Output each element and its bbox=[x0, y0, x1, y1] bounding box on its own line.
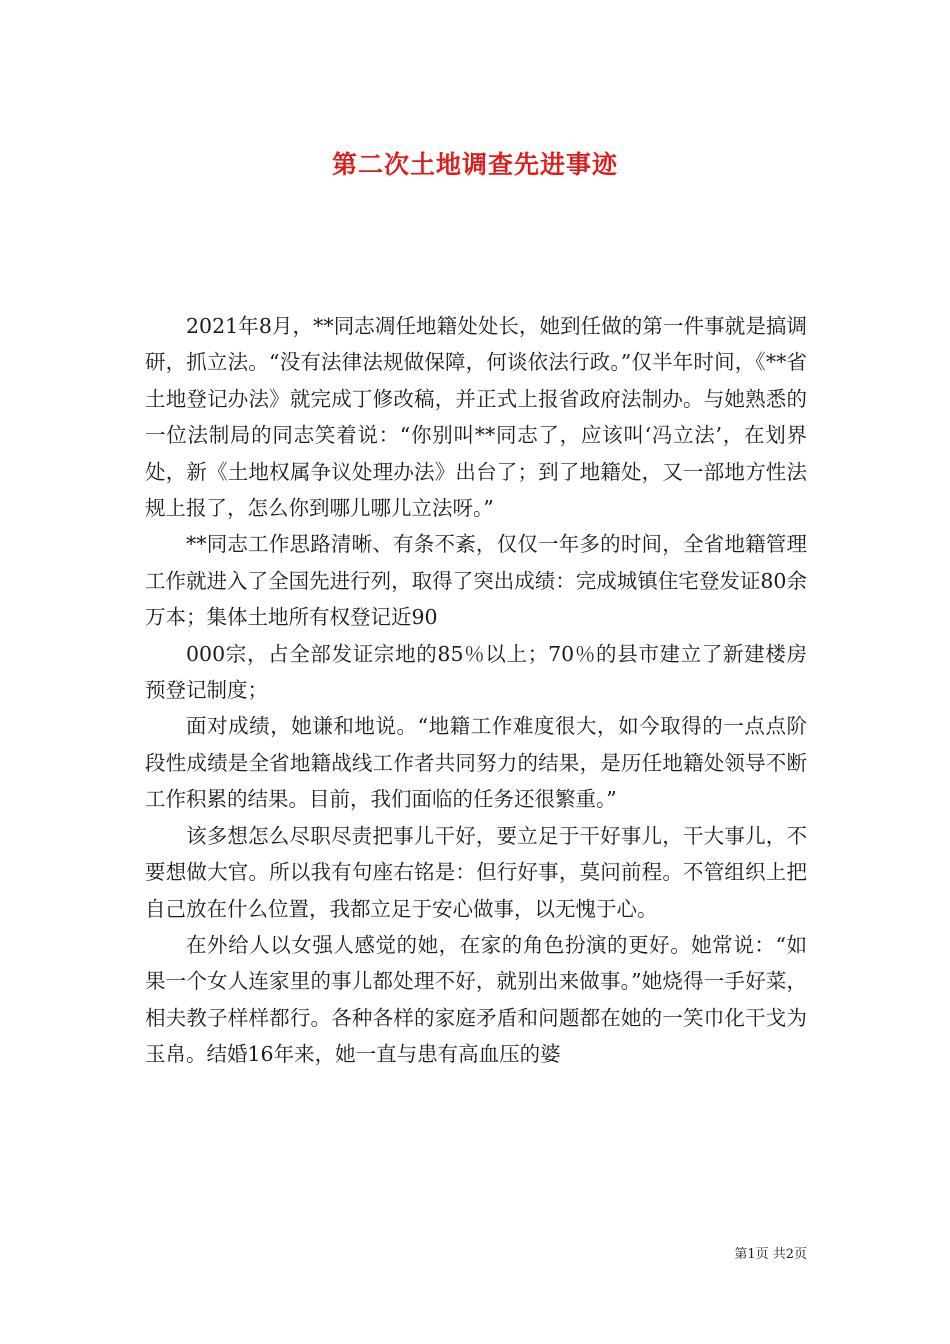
paragraph-6: 在外给人以女强人感觉的她，在家的角色扮演的更好。她常说：“如果一个女人连家里的事儿都处理不好，就别出来做事。”她烧得一手好菜，相夫教子样样都行。各种各样的家庭矛盾和问题都在她的一笑巾化干戈为玉帛。结婚16年来，她一直与患有高血压的婆 bbox=[145, 932, 807, 1067]
page-number: 第1页 共2页 bbox=[734, 1247, 807, 1262]
paragraph-4: 面对成绩，她谦和地说。“地籍工作难度很大，如今取得的一点点阶段性成绩是全省地籍战线工作者共同努力的结果，是历任地籍处领导不断工作积累的结果。目前，我们面临的任务还很繁重。” bbox=[145, 714, 807, 812]
paragraph-3: 000宗，占全部发证宗地的85％以上；70％的县市建立了新建楼房预登记制度； bbox=[145, 641, 807, 703]
paragraph-2: **同志工作思路清晰、有条不紊，仅仅一年多的时间，全省地籍管理工作就进入了全国先进行列，取得了突出成绩：完成城镇住宅登发证80余万本；集体土地所有权登记近90 bbox=[145, 532, 807, 630]
document-body bbox=[145, 308, 807, 1073]
paragraph-1: 2021年8月，**同志凋任地籍处处长，她到任做的第一件事就是搞调研，抓立法。“没有法律法规做保障，何谈依法行政。”仅半年时间，《**省土地登记办法》就完成丁修改稿，并正式上报省政府法制办。与她熟悉的一位法制局的同志笑着说：“你别叫**同志了，应该叫‘冯立法’，在划界处，新《土地权属争议处理办法》出台了；到了地籍处，又一部地方性法规上报了，怎么你到哪儿哪儿立法呀。” bbox=[145, 314, 807, 521]
paragraph-5: 该多想怎么尽职尽责把事儿干好，要立足于干好事儿，干大事儿，不要想做大官。所以我有句座右铭是：但行好事，莫问前程。不管组织上把自己放在什么位置，我都立足于安心做事，以无愧于心。 bbox=[145, 823, 807, 921]
document-title: 第二次土地调查先进事迹 bbox=[331, 149, 618, 179]
